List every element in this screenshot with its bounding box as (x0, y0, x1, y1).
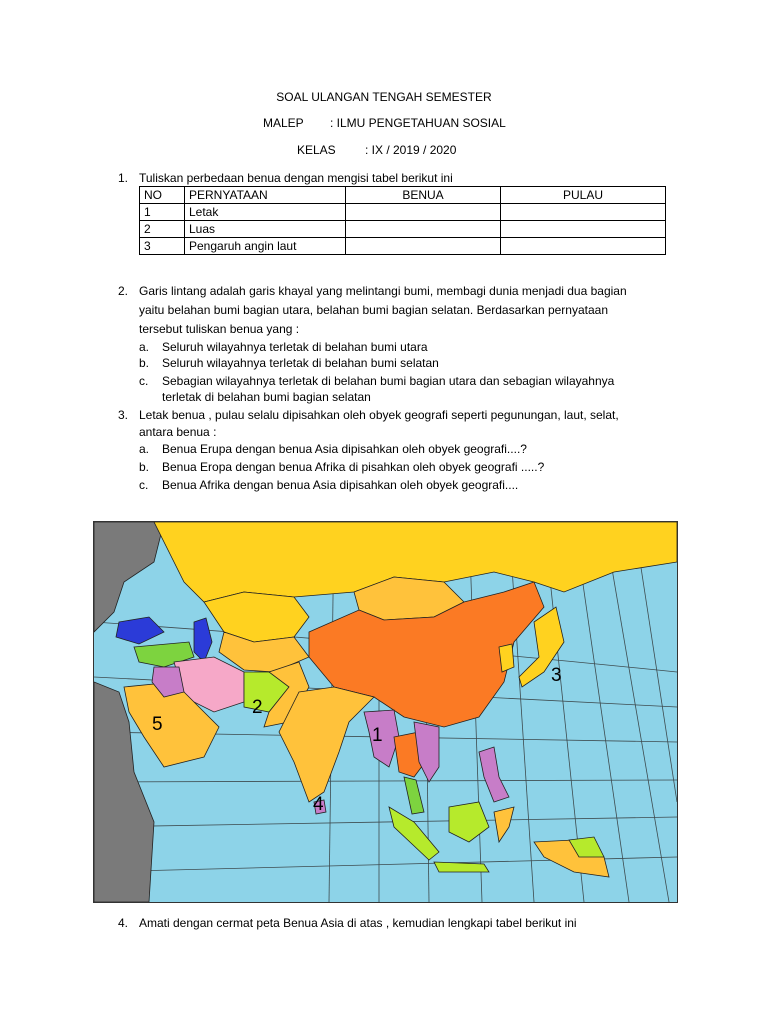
class-label: KELAS (297, 143, 336, 157)
answer-cell[interactable] (501, 221, 666, 238)
q2-item-label: b. (139, 356, 150, 370)
answer-cell[interactable] (346, 221, 501, 238)
map-label-3: 3 (551, 665, 562, 686)
table-cell: Luas (185, 221, 346, 238)
map-java (434, 862, 489, 872)
q2-item-text: Seluruh wilayahnya terletak di belahan bumi selatan (162, 356, 439, 370)
q2-text-line: Garis lintang adalah garis khayal yang melintangi bumi, membagi dunia menjadi dua bagian (139, 284, 627, 298)
header-no: NO (140, 187, 185, 204)
table-header-row (140, 187, 666, 204)
class-value: : IX / 2019 / 2020 (365, 143, 457, 157)
table-cell: Letak (185, 204, 346, 221)
table-cell: 2 (140, 221, 185, 238)
q3-text-line: Letak benua , pulau selalu dipisahkan oleh obyek geografi seperti pegunungan, laut, selat, (139, 408, 619, 422)
header-pulau: PULAU (501, 187, 666, 204)
q3-item-text: Benua Erupa dengan benua Asia dipisahkan oleh obyek geografi....? (162, 442, 527, 456)
q2-item-label: a. (139, 340, 150, 354)
asia-map-svg (94, 522, 677, 902)
table-cell: 1 (140, 204, 185, 221)
answer-cell[interactable] (346, 204, 501, 221)
map-label-1: 1 (372, 725, 383, 746)
q2-text-line: yaitu belahan bumi bagian utara, belahan bumi bagian selatan. Berdasarkan pernyataan (139, 303, 608, 317)
header-pernyataan: PERNYATAAN (185, 187, 346, 204)
table-row (140, 204, 666, 221)
q2-number: 2. (118, 284, 129, 298)
q4-text: Amati dengan cermat peta Benua Asia di atas , kemudian lengkapi tabel berikut ini (139, 916, 577, 930)
q3-item-text: Benua Afrika dengan benua Asia dipisahkan oleh obyek geografi.... (162, 478, 519, 492)
table-row (140, 238, 666, 255)
q2-item-text: terletak di belahan bumi bagian selatan (162, 390, 371, 404)
subject-label: MALEP (263, 116, 304, 130)
q3-text-line: antara benua : (139, 425, 217, 439)
map-label-5: 5 (152, 714, 163, 735)
q2-item-text: Seluruh wilayahnya terletak di belahan bumi utara (162, 340, 428, 354)
table-row (140, 221, 666, 238)
q3-item-text: Benua Eropa dengan benua Afrika di pisahkan oleh obyek geografi .....? (162, 460, 545, 474)
q3-number: 3. (118, 408, 129, 422)
map-label-2: 2 (252, 697, 263, 718)
asia-map (93, 521, 678, 903)
q1-text: Tuliskan perbedaan benua dengan mengisi tabel berikut ini (139, 171, 453, 185)
map-korea (499, 644, 514, 672)
q2-text-line: tersebut tuliskan benua yang : (139, 322, 300, 336)
q4-number: 4. (118, 916, 129, 930)
answer-cell[interactable] (501, 204, 666, 221)
answer-cell[interactable] (501, 238, 666, 255)
q1-table (139, 186, 666, 255)
answer-cell[interactable] (346, 238, 501, 255)
header-benua: BENUA (346, 187, 501, 204)
table-cell: Pengaruh angin laut (185, 238, 346, 255)
subject-value: : ILMU PENGETAHUAN SOSIAL (330, 116, 506, 130)
q1-number: 1. (118, 171, 129, 185)
q3-item-label: a. (139, 442, 150, 456)
q2-item-label: c. (139, 374, 149, 388)
q3-item-label: c. (139, 478, 149, 492)
q3-item-label: b. (139, 460, 150, 474)
q2-item-text: Sebagian wilayahnya terletak di belahan bumi bagian utara dan sebagian wilayahnya (162, 374, 615, 388)
table-cell: 3 (140, 238, 185, 255)
page-title: SOAL ULANGAN TENGAH SEMESTER (276, 90, 492, 104)
map-label-4: 4 (313, 794, 324, 815)
